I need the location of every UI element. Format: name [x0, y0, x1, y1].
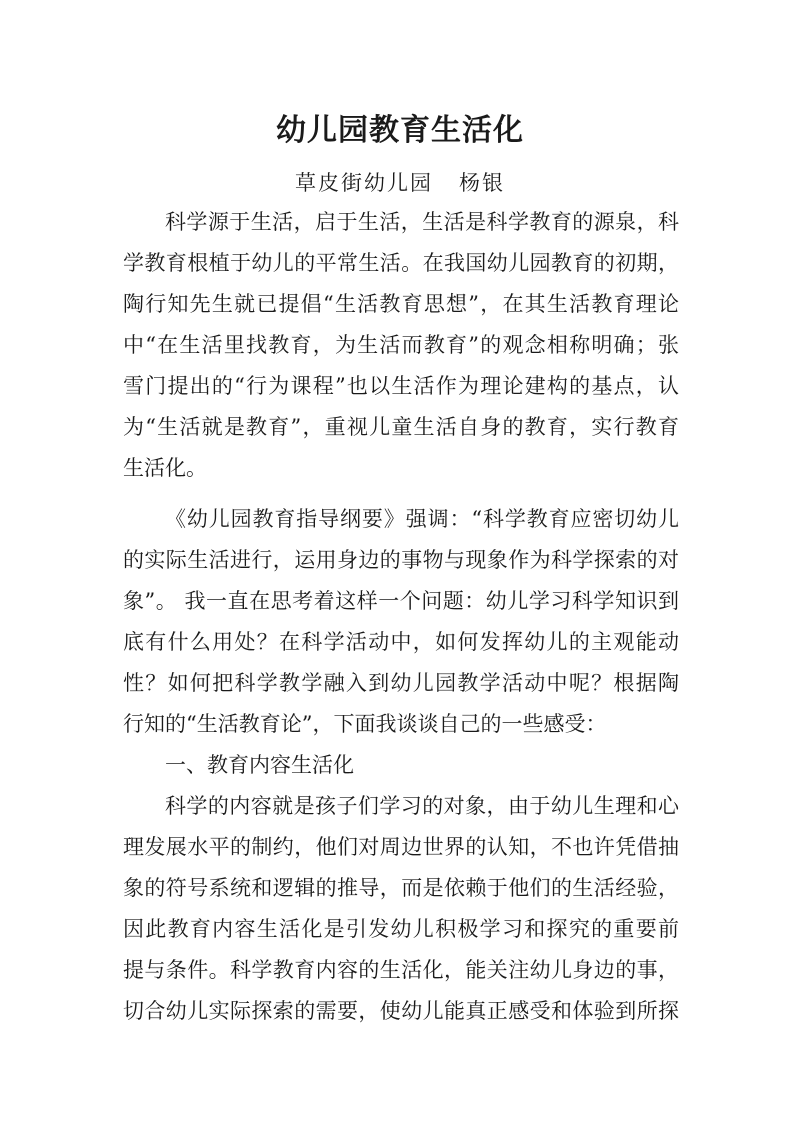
body-line: 切合幼儿实际探索的需要，使幼儿能真正感受和体验到所探: [123, 999, 679, 1023]
body-line: 《幼儿园教育指导纲要》强调：“科学教育应密切幼儿: [165, 507, 679, 531]
document-title: 幼儿园教育生活化: [276, 113, 524, 148]
body-line: 行知的“生活教育论”，下面我谈谈自己的一些感受：: [123, 712, 607, 736]
body-line: 学教育根植于幼儿的平常生活。在我国幼儿园教育的初期，: [123, 251, 679, 275]
body-line: 性？如何把科学教学融入到幼儿园教学活动中呢？根据陶: [123, 671, 679, 695]
section-heading: 一、教育内容生活化: [165, 753, 354, 777]
body-line: 底有什么用处？在科学活动中，如何发挥幼儿的主观能动: [123, 630, 679, 654]
body-line: 中“在生活里找教育，为生活而教育”的观念相称明确；张: [123, 333, 679, 357]
body-line: 象”。 我一直在思考着这样一个问题：幼儿学习科学知识到: [123, 589, 679, 613]
body-line: 陶行知先生就已提倡“生活教育思想”，在其生活教育理论: [123, 292, 679, 316]
body-line: 生活化。: [123, 456, 207, 480]
body-line: 科学的内容就是孩子们学习的对象，由于幼儿生理和心: [165, 794, 679, 818]
body-line: 象的符号系统和逻辑的推导，而是依赖于他们的生活经验，: [123, 876, 679, 900]
author-school: 草皮街幼儿园: [295, 171, 433, 195]
body-line: 雪门提出的“行为课程”也以生活作为理论建构的基点，认: [123, 374, 679, 398]
body-line: 科学源于生活，启于生活，生活是科学教育的源泉，科: [165, 210, 679, 234]
body-line: 为“生活就是教育”，重视儿童生活自身的教育，实行教育: [123, 415, 679, 439]
author-name: 杨银: [459, 171, 505, 195]
body-line: 提与条件。科学教育内容的生活化，能关注幼儿身边的事，: [123, 958, 679, 982]
author-line: [0, 166, 800, 200]
body-line: 的实际生活进行，运用身边的事物与现象作为科学探索的对: [123, 548, 679, 572]
body-line: 理发展水平的制约，他们对周边世界的认知，不也许凭借抽: [123, 835, 679, 859]
body-line: 因此教育内容生活化是引发幼儿积极学习和探究的重要前: [123, 917, 679, 941]
